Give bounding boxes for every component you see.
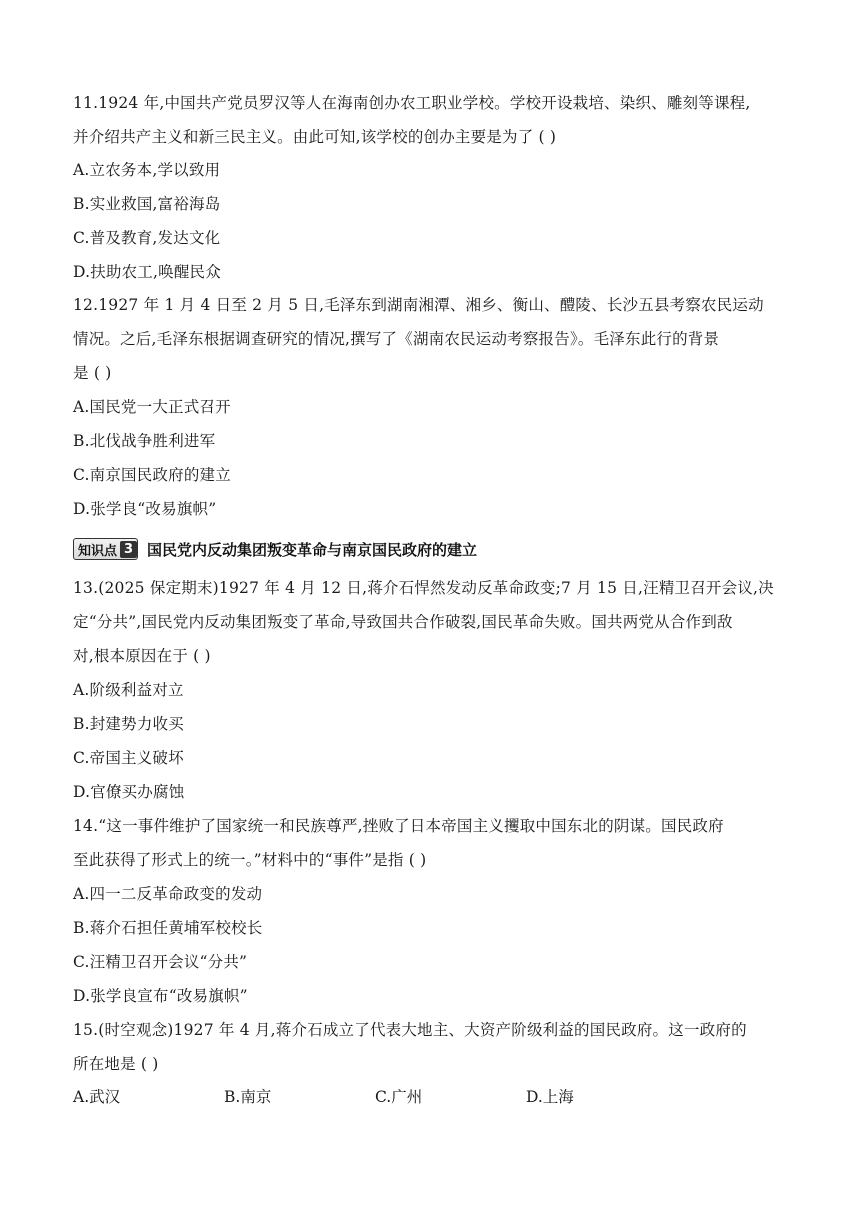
question-11-stem-line-1: 11.1924 年,中国共产党员罗汉等人在海南创办农工职业学校。学校开设栽培、染织、雕刻等课程, — [73, 94, 751, 112]
question-15-stem-line-2: 所在地是 ( ) — [73, 1055, 159, 1073]
question-13-option-c: C.帝国主义破坏 — [73, 749, 184, 767]
question-13-option-d: D.官僚买办腐蚀 — [73, 783, 185, 801]
question-13-stem-line-3: 对,根本原因在于 ( ) — [73, 647, 211, 665]
question-12-stem-line-3: 是 ( ) — [73, 364, 112, 382]
question-14-option-a: A.四一二反革命政变的发动 — [73, 885, 263, 903]
question-12-option-b: B.北伐战争胜利进军 — [73, 432, 216, 450]
question-12-stem-line-1: 12.1927 年 1 月 4 日至 2 月 5 日,毛泽东到湖南湘潭、湘乡、衡山、醴陵、长沙五县考察农民运动 — [73, 296, 764, 314]
section-title: 国民党内反动集团叛变革命与南京国民政府的建立 — [147, 540, 478, 559]
question-14-option-d: D.张学良宣布“改易旗帜” — [73, 987, 248, 1005]
question-15-option-a: A.武汉 — [73, 1088, 121, 1106]
question-11-option-a: A.立农务本,学以致用 — [73, 161, 221, 179]
question-11-option-d: D.扶助农工,唤醒民众 — [73, 263, 221, 281]
question-12-stem-line-2: 情况。之后,毛泽东根据调查研究的情况,撰写了《湖南农民运动考察报告》。毛泽东此行的背景 — [73, 330, 720, 348]
question-13-option-b: B.封建势力收买 — [73, 715, 184, 733]
question-14-stem-line-1: 14.“这一事件维护了国家统一和民族尊严,挫败了日本帝国主义攫取中国东北的阴谋。国民政府 — [73, 817, 724, 835]
knowledge-point-badge — [73, 538, 138, 560]
question-12-option-a: A.国民党一大正式召开 — [73, 398, 231, 416]
question-12-option-d: D.张学良“改易旗帜” — [73, 500, 217, 518]
question-15-option-d: D.上海 — [526, 1088, 574, 1106]
question-14-stem-line-2: 至此获得了形式上的统一。”材料中的“事件”是指 ( ) — [73, 851, 427, 869]
section-header — [73, 537, 477, 561]
question-11-option-c: C.普及教育,发达文化 — [73, 229, 221, 247]
question-12-option-c: C.南京国民政府的建立 — [73, 466, 231, 484]
question-11-option-b: B.实业救国,富裕海岛 — [73, 195, 221, 213]
question-15-option-b: B.南京 — [224, 1088, 272, 1106]
question-14-option-b: B.蒋介石担任黄埔军校校长 — [73, 919, 263, 937]
question-13-stem-line-2: 定“分共”,国民党内反动集团叛变了革命,导致国共合作破裂,国民革命失败。国共两党从合作到敌 — [73, 613, 733, 631]
question-13-option-a: A.阶级利益对立 — [73, 681, 184, 699]
knowledge-point-label: 知识点 — [78, 543, 118, 559]
question-15-stem-line-1: 15.(时空观念)1927 年 4 月,蒋介石成立了代表大地主、大资产阶级利益的国民政府。这一政府的 — [73, 1021, 747, 1039]
question-15-option-c: C.广州 — [375, 1088, 423, 1106]
question-14-option-c: C.汪精卫召开会议“分共” — [73, 953, 248, 971]
question-11-stem-line-2: 并介绍共产主义和新三民主义。由此可知,该学校的创办主要是为了 ( ) — [73, 128, 557, 146]
question-13-stem-line-1: 13.(2025 保定期末)1927 年 4 月 12 日,蒋介石悍然发动反革命政变;7 月 15 日,汪精卫召开会议,决 — [73, 579, 774, 597]
knowledge-point-number: 3 — [120, 541, 137, 558]
